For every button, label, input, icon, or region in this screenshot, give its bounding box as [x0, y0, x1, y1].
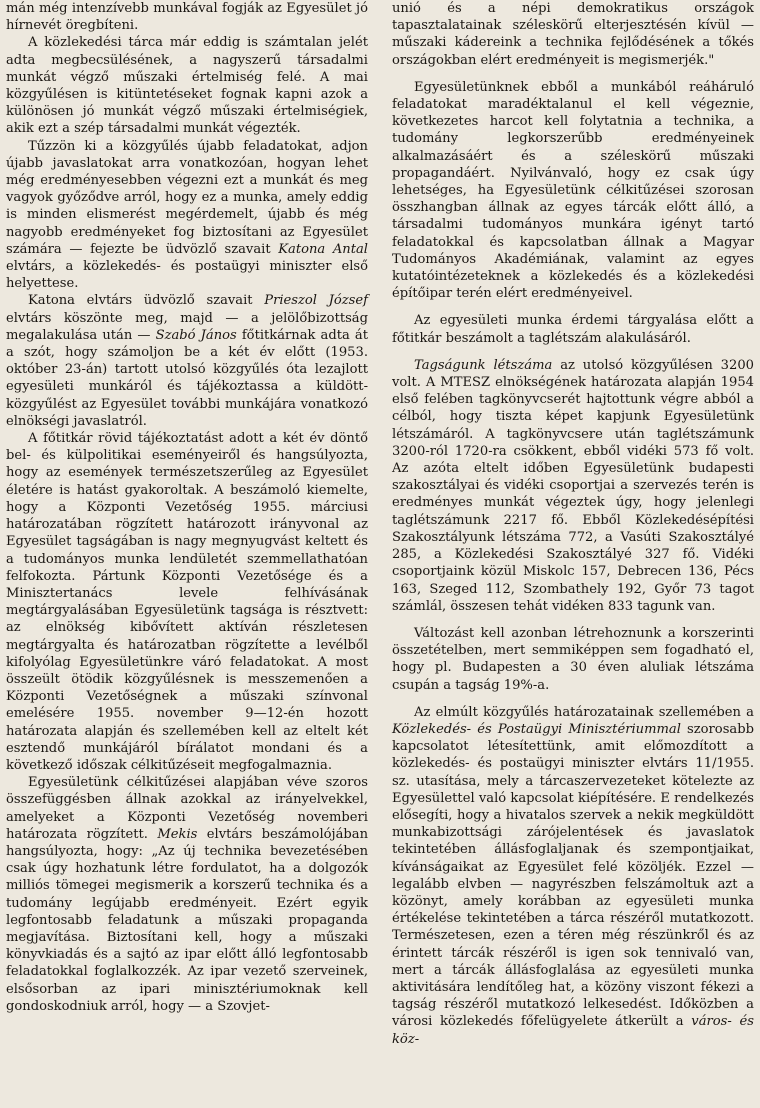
right-column — [392, 0, 754, 1048]
text-run: Katona elvtárs üdvözlő szavait — [28, 293, 265, 309]
italic-text: Szabó János — [155, 327, 237, 343]
paragraph — [6, 34, 368, 137]
paragraph — [6, 430, 368, 774]
paragraph — [6, 292, 368, 430]
text-run: A közlekedési tárca már eddig is számtalan jelét adta megbecsülésének, a nagyszerű társadalmi munkát végző műszaki értelmiség felé. A mai közgyűlésen is kitüntetéseket fognak kapni azok a különösen jó munkát végző műszaki értelmiségiek, akik ezt a szép társadalmi munkát végezték. — [6, 35, 368, 137]
text-run: mán még intenzívebb munkával fogják az Egyesület jó hírnevét öregbíteni. — [6, 1, 368, 34]
text-run: Az elmúlt közgyűlés határozatainak szellemében a — [414, 704, 754, 720]
text-run: elvtárs köszönte meg, majd — a jelölőbizottság megalakulása után — — [6, 310, 368, 343]
italic-text: Tagságunk létszáma — [414, 357, 553, 373]
text-run: Egyesületünknek ebből a munkából reáháruló feladatokat maradéktalanul el kell végeznie, következetes harcot kell folytatnia a technika, a tudomány legkorszerűbb eredményeinek alkalmazásáért és a széleskörű műszaki propagandáért. Nyilvánvaló, hogy ez csak úgy lehetséges, ha Egyesületünk célkitűzései szorosan összhangban állnak az egyes tárcák előtt álló, a társadalmi tudományos munkára igényt tartó feladatokkal és kapcsolatban állnak a Magyar Tudományos Akadémiának, valamint az egyes kutatóintézeteknek a közlekedés és a közlekedési építőipar terén elért eredményeivel. — [392, 79, 754, 302]
italic-text: Mekis — [157, 826, 198, 842]
text-run: Az egyesületi munka érdemi tárgyalása előtt a főtitkár beszámolt a taglétszám alakulásáról. — [392, 313, 754, 346]
paragraph — [392, 625, 754, 694]
text-run: unió és a népi demokratikus országok tapasztalatainak széleskörű elterjesztésén kívül — műszaki kádereink a technika fejlődésének a tőkés országokban elért eredményeit is megismerjék." — [392, 1, 754, 68]
paragraph — [392, 79, 754, 303]
text-run: az utolsó közgyűlésen 3200 volt. A MTESZ elnökségének határozata alapján 1954 első felében tagkönyvcserét hajtottunk végre abból a célból, hogy tiszta képet kapjunk Egyesületünk létszámáról. A tagkönyvcsere után taglétszámunk 3200-ról 1720-ra csökkent, ebből vidéki 573 fő volt. Az azóta eltelt időben Egyesületünk budapesti szakosztályai és vidéki csoportjai a szervezés terén is eredményes munkát végeztek úgy, hogy jelenlegi taglétszámunk 2217 fő. Ebből Közlekedésépítési Szakosztályunk létszáma 772, a Vasúti Szakosztályé 285, a Közlekedési Szakosztályé 327 fő. Vidéki csoportjaink közül Miskolc 157, Debrecen 136, Pécs 163, Szeged 112, Szombathely 192, Győr 73 tagot számlál, összesen tehát vidéken 833 tagunk van. — [392, 357, 755, 614]
paragraph — [392, 312, 754, 346]
text-run: szorosabb kapcsolatot létesítettünk, amit előmozdított a közlekedés- és postaügyi miniszter elvtárs 11/1955. sz. utasítása, mely a tárcaszervezeteket kötelezte az Egyesülettel való kapcsolat kiépítésére. E rendelkezés elősegíti, hogy a hivatalos szervek a nekik megküldött munkabizottsági zárójelentések és javaslatok tekintetében állásfoglaljanak és szempontjaikat, kívánságaikat az Egyesület felé közöljék. Ezzel — legalább elvben — nagyrészben felszámoltuk azt a közönyt, amely korábban az egyesületi munka értékelése tekintetében a tárca részéről mutatkozott. Természetesen, ezen a téren még részünkről és az érintett tárcák részéről is igen sok tennivaló van, mert a tárcák állásfoglalása az egyesületi munka aktivitására lendítőleg hat, a közöny viszont fékezi a tagság részéről mutatkozó lelkesedést. Időközben a városi közlekedés főfelügyelete átkerült a — [392, 721, 754, 1030]
text-run: A főtitkár rövid tájékoztatást adott a két év döntő bel- és külpolitikai eseményeiről és hangsúlyozta, hogy az események természetszerűleg az Egyesület életére is hatást gyakoroltak. A beszámoló kiemelte, hogy a Központi Vezetőség 1955. márciusi határozatában rögzített határozott irányvonal az Egyesület tagságában is nagy megnyugvást keltett és a tudományos munka lendületét szemmellathatóan felfokozta. Pártunk Központi Vezetősége és a Minisztertanács levele felhívásának megtárgyalásában Egyesületünk tagsága is résztvett: az elnökség kibővített aktíván részletesen megtárgyalta és határozatban rögzítette a levélből kifolyólag Egyesületünkre váró feladatokat. A most összeült ötödik közgyűlésnek is messzemenően a Központi Vezetőségnek a műszaki színvonal emelésére 1955. november 9—12-én hozott határozata alapján és szellemében kell az eltelt két esztendő munkájáról bírálatot mondani és a következő időszak célkitűzéseit megfogalmaznia. — [6, 431, 368, 773]
italic-text: város- és köz- — [392, 1014, 755, 1047]
paragraph — [6, 774, 368, 1015]
text-run: Egyesületünk célkitűzései alapjában véve szoros összefüggésben állnak azokkal az irányelvekkel, amelyeket a Központi Vezetőség novemberi határozata rögzített. — [6, 775, 368, 842]
italic-text: Prieszol József — [264, 293, 368, 309]
paragraph — [392, 357, 754, 615]
italic-text: Közlekedés- és Postaügyi Minisztériummal — [392, 721, 681, 737]
left-column — [6, 0, 368, 1015]
text-run: Tűzzön ki a közgyűlés újabb feladatokat, adjon újabb javaslatokat arra vonatkozóan, hogyan lehet még eredményesebben végezni ezt a munkát és meg vagyok győződve arról, hogy ez a munka, amely eddig is minden elismerést megérdemelt, újabb és még nagyobb eredményeket fog biztosítani az Egyesület számára — fejezte be üdvözlő szavait — [6, 138, 368, 257]
text-run: elvtárs beszámolójában hangsúlyozta, hogy: „Az új technika bevezetésében csak úgy hozhatunk létre fordulatot, ha a dolgozók milliós tömegei megismerik a korszerű technika és a tudomány legújabb eredményeit. Ezért egyik legfontosabb feladatunk a műszaki propaganda megjavítása. Biztosítani kell, hogy a műszaki könyvkiadás és a sajtó az ipar előtt álló legfontosabb feladatokkal foglalkozzék. Az ipar vezető szerveinek, elsősorban az ipari minisztériumoknak kell gondoskodniuk arról, hogy — a Szovjet- — [6, 826, 368, 1014]
text-run: Változást kell azonban létrehoznunk a korszerinti összetételben, mert semmiképpen sem fogadható el, hogy pl. Budapesten a 30 éven aluliak létszáma csupán a tagság 19%-a. — [392, 625, 754, 693]
paragraph — [6, 138, 368, 293]
text-run: főtitkárnak adta át a szót, hogy számoljon be a két év előtt (1953. október 23-án) tartott utolsó közgyűlés óta lezajlott egyesületi munkáról és tájékoztassa a küldött-közgyűlést az Egyesület további munkájára vonatkozó elnökségi javaslatról. — [6, 327, 368, 429]
paragraph — [392, 704, 754, 1048]
italic-text: Katona Antal — [278, 241, 368, 257]
paragraph — [392, 0, 754, 69]
text-run: elvtárs, a közlekedés- és postaügyi miniszter első helyettese. — [6, 259, 368, 292]
paragraph — [6, 0, 368, 34]
